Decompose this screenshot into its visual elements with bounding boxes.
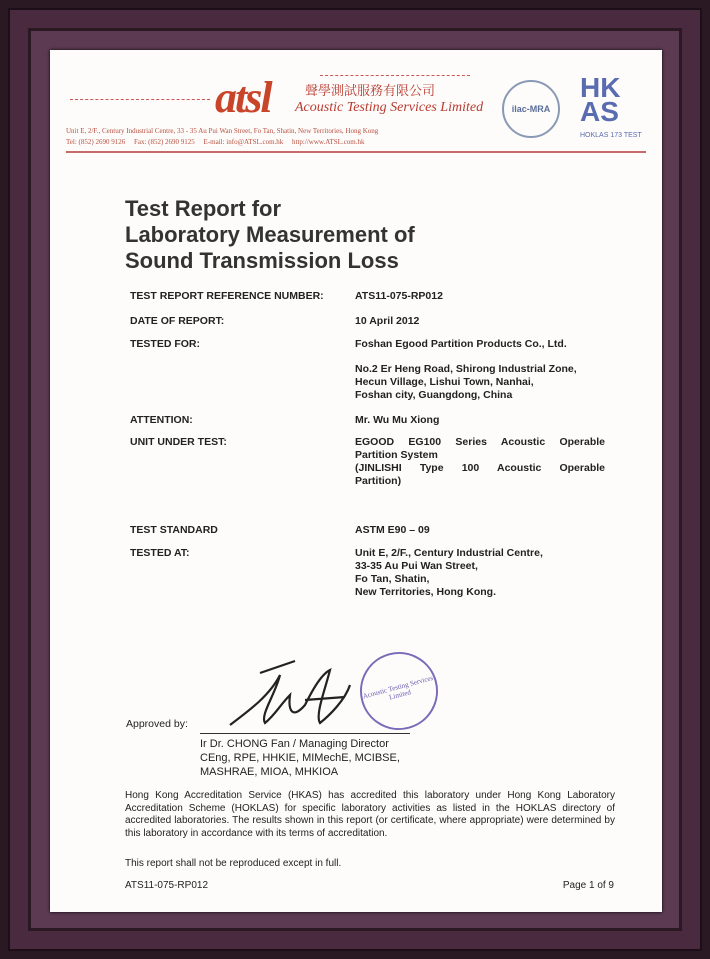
waveform-decoration bbox=[70, 92, 210, 100]
company-name: Acoustic Testing Services Limited bbox=[295, 100, 484, 115]
accreditation-statement: Hong Kong Accreditation Service (HKAS) has accredited this laboratory under Hong Kong Laboratory Accreditation Scheme (HOKLAS) for specific laboratory activities as listed in the HOKLAS directory of accredited laboratories. The results shown in this report (or certificate, where appropriate) were determined by this laboratory in accordance with its terms of accreditation. bbox=[125, 790, 615, 839]
footer-reference: ATS11-075-RP012 bbox=[125, 880, 209, 891]
field-value-tested-for bbox=[355, 338, 605, 402]
approver-credentials: MASHRAE, MIOA, MHKIOA bbox=[200, 766, 339, 778]
title-line: Laboratory Measurement of bbox=[125, 222, 415, 247]
approver-name: Ir Dr. CHONG Fan / Managing Director bbox=[200, 738, 389, 750]
page-number: Page 1 of 9 bbox=[562, 880, 614, 891]
waveform-decoration bbox=[320, 68, 470, 76]
contact-line: Tel: (852) 2690 9126 Fax: (852) 2690 9125 E-mail: info@ATSL.com.hk http://www.ATSL.com.hk bbox=[66, 138, 365, 146]
value-line: Hecun Village, Lishui Town, Nanhai, bbox=[355, 376, 534, 388]
value-line: EGOOD EG100 Series Acoustic Operable bbox=[355, 436, 605, 448]
field-value-attention: Mr. Wu Mu Xiong bbox=[355, 414, 440, 426]
hoklas-label: HOKLAS 173 TEST bbox=[580, 132, 642, 139]
ilac-mra-logo: ilac-MRA bbox=[502, 80, 560, 138]
signature-line bbox=[200, 733, 410, 734]
value-line: Fo Tan, Shatin, bbox=[355, 573, 430, 585]
page-title bbox=[125, 196, 415, 274]
value-line: No.2 Er Heng Road, Shirong Industrial Zone, bbox=[355, 363, 577, 375]
value-line: Partition) bbox=[355, 475, 402, 487]
value-line: Foshan Egood Partition Products Co., Ltd. bbox=[355, 338, 567, 350]
field-value-reference: ATS11-075-RP012 bbox=[355, 290, 443, 302]
field-label: ATTENTION: bbox=[130, 414, 193, 426]
reproduction-note: This report shall not be reproduced except in full. bbox=[125, 858, 342, 869]
value-line: 33-35 Au Pui Wan Street, bbox=[355, 560, 478, 572]
address-line: Unit E, 2/F., Century Industrial Centre, 33 - 35 Au Pui Wan Street, Fo Tan, Shatin, New Territories, Hong Kong bbox=[66, 127, 379, 135]
hkas-logo: HKAS bbox=[580, 72, 621, 127]
approver-block bbox=[200, 737, 400, 779]
report-page bbox=[50, 50, 662, 912]
title-line: Test Report for bbox=[125, 196, 282, 221]
atsl-logo: atsl bbox=[215, 73, 271, 122]
field-label: TESTED FOR: bbox=[130, 338, 200, 350]
field-label: TEST REPORT REFERENCE NUMBER: bbox=[130, 290, 324, 302]
value-line: (JINLISHI Type 100 Acoustic Operable bbox=[355, 462, 605, 474]
field-value-date: 10 April 2012 bbox=[355, 315, 420, 327]
title-line: Sound Transmission Loss bbox=[125, 248, 399, 273]
field-value-standard: ASTM E90 – 09 bbox=[355, 524, 430, 536]
value-line: Partition System bbox=[355, 449, 438, 461]
company-stamp: Acoustic Testing Services Limited bbox=[351, 643, 447, 739]
field-label: TEST STANDARD bbox=[130, 524, 218, 536]
value-line: Unit E, 2/F., Century Industrial Centre, bbox=[355, 547, 543, 559]
field-value-unit-under-test bbox=[355, 436, 605, 488]
value-line: New Territories, Hong Kong. bbox=[355, 586, 496, 598]
signature bbox=[220, 655, 370, 727]
field-label: DATE OF REPORT: bbox=[130, 315, 225, 327]
approved-by-label: Approved by: bbox=[126, 718, 188, 730]
company-chinese-name: 聲學測試服務有限公司 bbox=[305, 83, 436, 98]
header-rule bbox=[66, 151, 646, 153]
field-label: UNIT UNDER TEST: bbox=[130, 436, 227, 448]
value-line: Foshan city, Guangdong, China bbox=[355, 389, 513, 401]
field-label: TESTED AT: bbox=[130, 547, 190, 559]
field-value-tested-at bbox=[355, 547, 605, 599]
approver-credentials: CEng, RPE, HHKIE, MIMechE, MCIBSE, bbox=[200, 752, 400, 764]
letterhead-address bbox=[66, 126, 378, 148]
